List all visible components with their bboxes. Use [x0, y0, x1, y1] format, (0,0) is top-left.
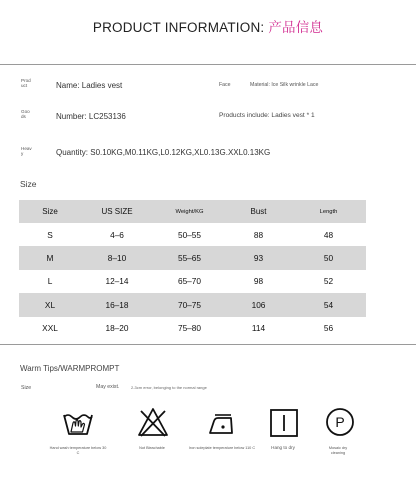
size-section-label: Size	[20, 179, 37, 189]
tips-size-label: Size	[21, 385, 32, 391]
cell-size: M	[46, 253, 54, 264]
cell-size: S	[47, 229, 53, 240]
header-weight: Weight/KG	[175, 208, 204, 215]
material: Material: Ice Silk wrinkle Lace	[250, 82, 319, 88]
tips-title: Warm Tips/WARMPROMPT	[20, 364, 120, 373]
title-english: PRODUCT INFORMATION:	[92, 20, 269, 35]
top-divider	[0, 64, 416, 65]
error-note: 2-3cm error, belonging to the normal range	[131, 385, 207, 390]
cell-bust: 93	[253, 253, 264, 264]
may-exist-text: May exist.	[96, 384, 120, 390]
product-name: Name: Ladies vest	[56, 81, 123, 90]
size-table-header	[19, 200, 366, 223]
svg-text:P: P	[335, 414, 345, 430]
info-key-face: Face	[219, 82, 231, 88]
weight-quantity: Quantity: S0.10KG,M0.11KG,L0.12KG,XL0.13G.XXL0.13KG	[56, 148, 271, 157]
cell-weight: 50–55	[177, 229, 202, 240]
cell-us-size: 16–18	[105, 299, 129, 310]
cell-us-size: 8–10	[107, 253, 127, 264]
header-size: Size	[42, 207, 58, 216]
hang-dry-caption: Hang to dry	[271, 445, 295, 450]
header-bust: Bust	[250, 207, 267, 216]
cell-weight: 55–65	[177, 253, 202, 264]
cell-bust: 88	[253, 229, 264, 240]
header-us-size: US SIZE	[101, 207, 133, 216]
info-key-heavy: Heav y	[21, 146, 32, 156]
no-bleach-caption: Not Bleachable	[139, 446, 165, 450]
iron-low-icon	[205, 406, 237, 438]
cell-weight: 65–70	[177, 276, 202, 287]
product-number: Number: LC253136	[56, 112, 126, 121]
header-length: Length	[319, 208, 338, 215]
cell-length: 50	[323, 253, 334, 264]
hang-dry-icon	[269, 406, 301, 438]
info-key-product: Prod uct	[21, 78, 31, 88]
no-bleach-icon	[137, 406, 169, 438]
cell-bust: 114	[251, 323, 266, 334]
cell-length: 48	[323, 229, 334, 240]
table-row	[19, 246, 366, 269]
table-row	[19, 270, 366, 293]
cell-weight: 70–75	[177, 299, 202, 310]
table-row	[19, 223, 366, 246]
cell-bust: 98	[253, 276, 264, 287]
tips-divider	[0, 344, 416, 345]
cell-length: 56	[323, 323, 334, 334]
cell-size: XL	[44, 299, 56, 310]
products-include: Products include: Ladies vest * 1	[219, 112, 315, 119]
cell-us-size: 12–14	[105, 276, 129, 287]
cell-us-size: 4–6	[110, 229, 124, 240]
hand-wash-caption: Hand wash temperature below 30 C	[49, 446, 107, 455]
cell-length: 52	[323, 276, 334, 287]
title-chinese: 产品信息	[268, 20, 324, 35]
cell-size: L	[47, 276, 53, 287]
dry-clean-caption: Mosaic dry cleaning	[328, 446, 348, 455]
cell-weight: 75–80	[177, 323, 202, 334]
cell-us-size: 18–20	[105, 323, 129, 334]
table-row	[19, 293, 366, 316]
info-key-goods: Goo ds	[21, 109, 30, 119]
table-row	[19, 317, 366, 340]
size-table	[19, 200, 366, 340]
cell-length: 54	[323, 299, 334, 310]
page-title	[0, 16, 416, 36]
cell-size: XXL	[42, 323, 58, 334]
iron-caption: Iron soleplate temperature below 110 C	[188, 446, 256, 450]
cell-bust: 106	[251, 299, 266, 310]
dry-clean-icon	[324, 406, 356, 438]
hand-wash-icon	[62, 406, 94, 438]
